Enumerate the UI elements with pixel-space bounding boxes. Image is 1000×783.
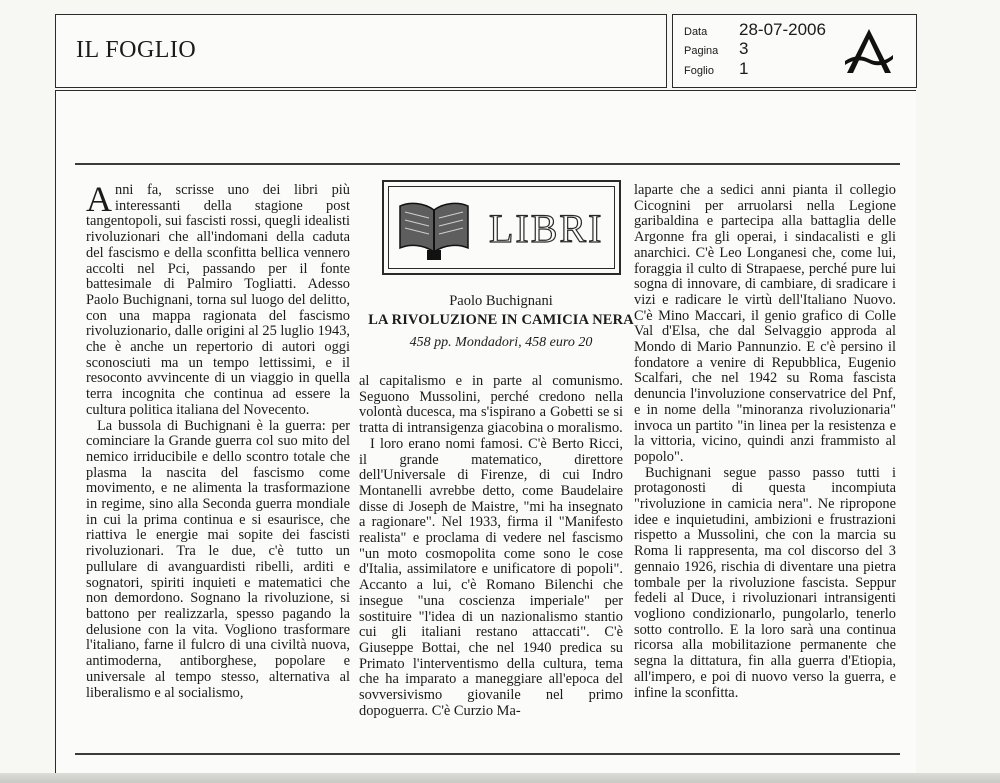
meta-value-page: 3: [739, 39, 749, 58]
paragraph: nni fa, scrisse uno dei libri più interessanti della stagione post tangentopoli, sui fascisti rossi, quegli idealisti rivoluzionari che all'indomani della caduta del fascismo e della sconfitta bellica vennero accolti nel Pci, passando per il fonte battesimale di Palmiro Togliatti. Adesso Paolo Buchignani, torna sul luogo del delitto, con una mappa ragionata del fascismo rivoluzionario, dalle origini al 25 luglio 1943, che è anche un repertorio di autori oggi sconosciuti ma un tempo lettissimi, e il resoconto avvincente di un viaggio in quella terra incognita che continua ad essere la cultura politica italiana del Novecento.: [86, 182, 350, 418]
book-info: 458 pp. Mondadori, 458 euro 20: [409, 335, 593, 350]
paragraph: I loro erano nomi famosi. C'è Berto Ricci, il grande matematico, direttore dell'Universale di Firenze, di cui Indro Montanelli avrebbe detto, come Baudelaire disse di Joseph de Maistre, "mi ha insegnato a ragionare". Nel 1933, firma il "Manifesto realista" e proclama di vedere nel fascismo "un moto cosmopolita come sono le cose d'Italia, assimilatore e unificatore di popoli". Accanto a lui, c'è Romano Bilenchi che insegue "una coscienza imperiale" per sostituire "l'idea di un nazionalismo stantio cui gli italiani restano attaccati". C'è Giuseppe Bottai, che nel 1940 predica su Primato l'interventismo della cultura, tema che ha imparato a maneggiare all'epoca del sovversivismo giovanile nel primo dopoguerra. C'è Curzio Ma-: [359, 435, 623, 719]
scan-bottom-edge: [0, 773, 1000, 783]
publication-name: IL FOGLIO: [76, 37, 197, 63]
meta-label-pagina: Pagina: [684, 45, 719, 57]
top-rule: [75, 163, 900, 165]
libri-section-box: [382, 180, 621, 275]
libri-section-title: LIBRI: [489, 206, 604, 251]
header-publication-box: [55, 14, 667, 88]
meta-label-data: Data: [684, 26, 708, 38]
book-title: LA RIVOLUZIONE IN CAMICIA NERA: [368, 312, 634, 328]
publisher-a-logo-icon: [841, 23, 897, 79]
article-column-3: [634, 183, 896, 701]
paragraph: La bussola di Buchignani è la guerra: per cominciare la Grande guerra col suo mito del nemico irriducibile e dello scontro totale che plasma la nascita del fascismo come movimento, e ne alimenta la trasformazione in regime, sino alla Seconda guerra mondiale in cui la prima continua e si esaurisce, che riattiva le energie mai sopite dei fascisti rivoluzionari. Tra le due, c'è tutto un pullulare di avanguardisti ribelli, arditi e sognatori, spiriti inquieti e matematici che non demordono. Sognano la rivoluzione, si battono per realizzarla, spesso pagando la delusione con la vita. Vogliono trasformare l'italiano, farne il fulcro di una civiltà nuova, antimoderna, antiborghese, popolare e universale al tempo stesso, alternativa al liberalismo e al socialismo,: [86, 417, 350, 701]
header-meta-box: [672, 14, 917, 88]
meta-label-foglio: Foglio: [684, 65, 714, 77]
open-book-icon: [397, 196, 471, 262]
article-column-1: [86, 179, 350, 701]
meta-value-date: 28-07-2006: [739, 20, 826, 39]
paragraph: laparte che a sedici anni pianta il collegio Cicognini per arruolarsi nella Legione garibaldina e partecipa alla battaglia delle Argonne fra gli operai, i sindacalisti e gli anarchici. C'è Leo Longanesi che, come lui, foraggia il culto di Strapaese, perché pure lui sogna di innovare, di cambiare, di sradicare i vizi e radicare le virtù dell'Italiano Nuovo. C'è Mino Maccari, il genio grafico di Colle Val d'Elsa, che dal Selvaggio approda al Mondo di Mario Pannunzio. E c'è persino il fondatore a venire di Repubblica, Eugenio Scalfari, che nel 1942 su Roma fascista denuncia l'involuzione conservatrice del Pnf, e in nome della "minoranza rivoluzionaria" invoca un partito "in linea per la resistenza e la vittoria, vicino, quindi anzi frammisto al popolo".: [634, 182, 896, 465]
libri-inner-frame: [388, 186, 615, 269]
dropcap: A: [86, 179, 112, 219]
paragraph: Buchignani segue passo passo tutti i protagonosti di questa incompiuta "rivoluzione in camicia nera". Ne ripropone idee e inquietudini, ambizioni e frustrazioni rispetto a Mussolini, che con la marcia su Roma li rappresenta, ma col discorso del 3 gennaio 1926, rischia di diventare una pietra tombale per la rivoluzione fascista. Seppur fedeli al Duce, i rivoluzionari intransigenti vogliono condizionarlo, pungolarlo, tenerlo sotto controllo. E la loro sarà una continua ricorsa alla mobilitazione permanente che segna la dittatura, fin alla guerra d'Etiopia, all'impero, e poi di nuovo verso la guerra, e infine la sconfitta.: [634, 464, 896, 701]
article-column-2: [359, 374, 623, 719]
meta-value-sheet: 1: [739, 59, 749, 78]
book-author: Paolo Buchignani: [449, 293, 553, 309]
paragraph: al capitalismo e in parte al comunismo. Seguono Mussolini, perché credono nella volontà ducesca, ma s'ispirano a Gobetti se si tratta di intransigenza giacobina o moralismo.: [359, 373, 623, 437]
bottom-rule: [75, 753, 900, 755]
